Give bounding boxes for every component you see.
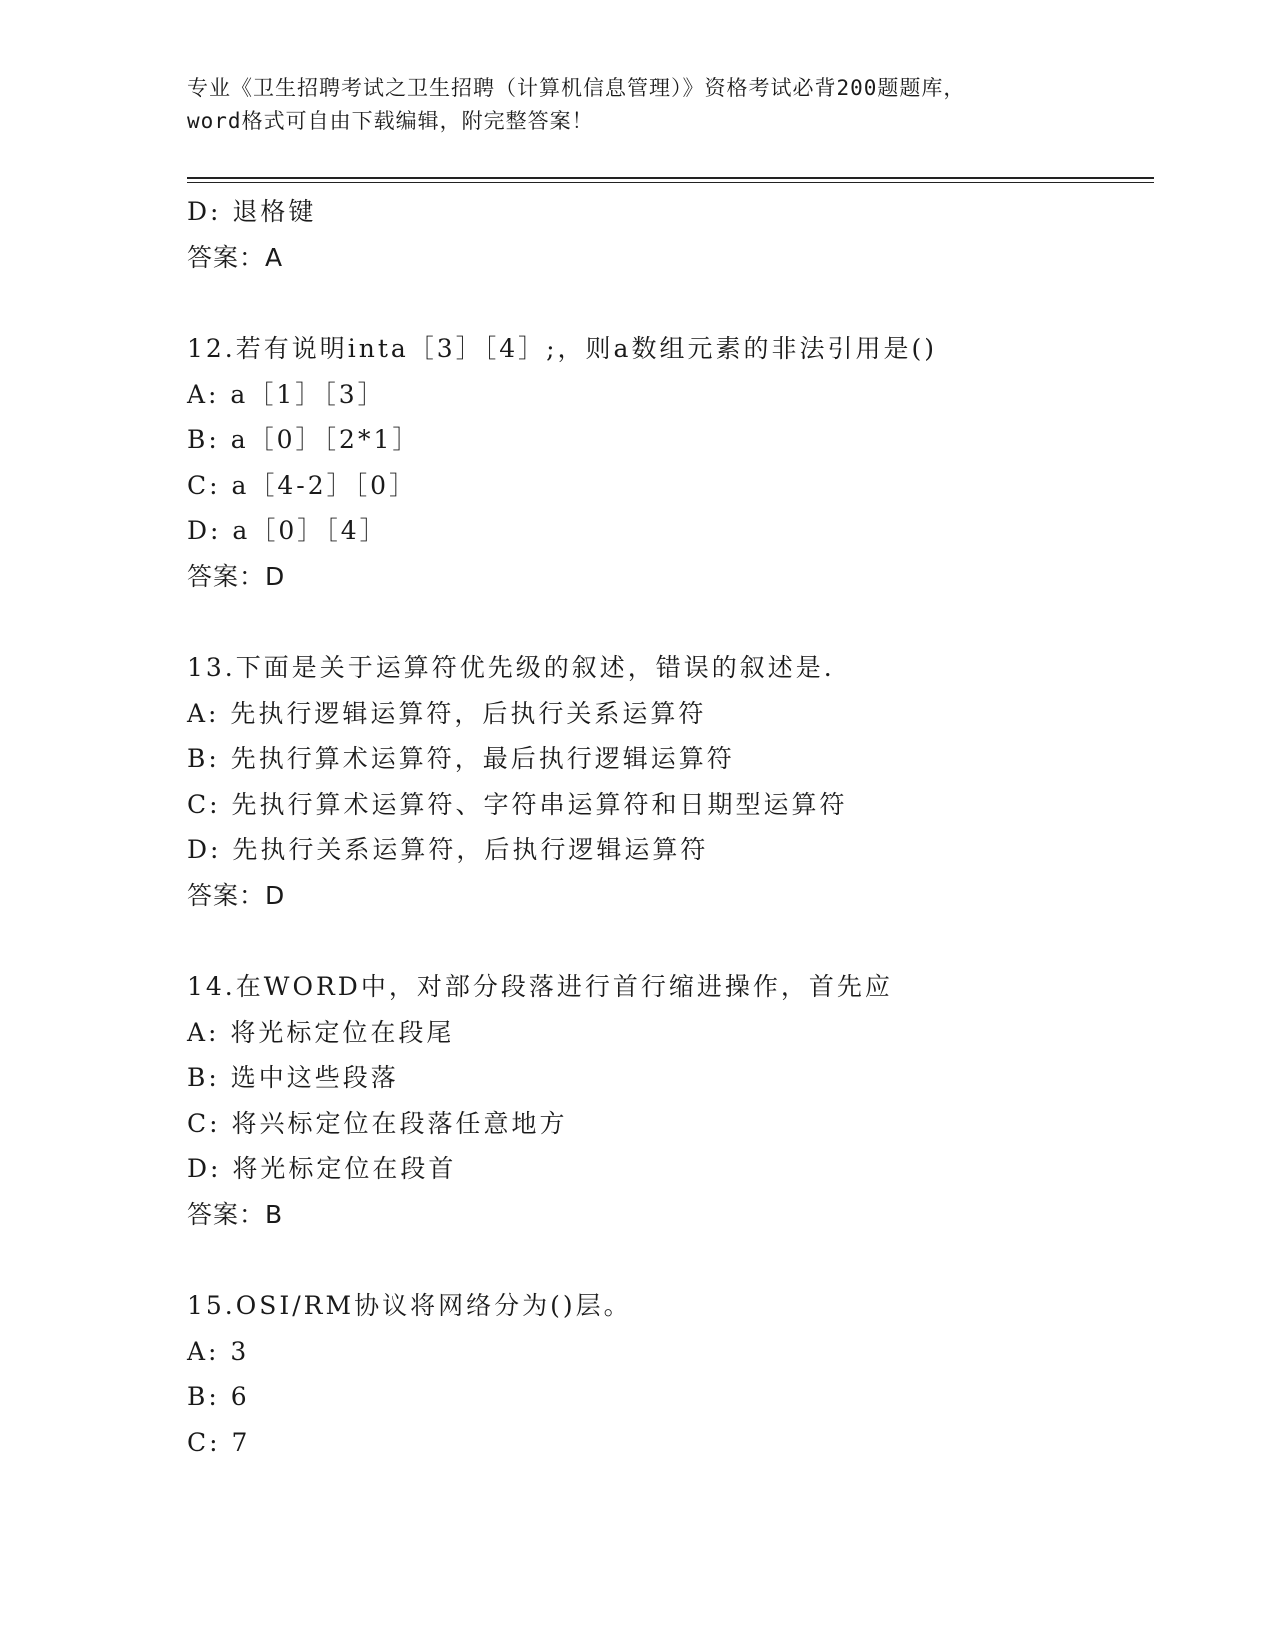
option-d: D: a［0］［4］ xyxy=(187,516,388,545)
option-b: B: 6 xyxy=(187,1382,250,1411)
option-c: C: 先执行算术运算符、字符串运算符和日期型运算符 xyxy=(187,789,848,819)
option-d: D: 先执行关系运算符，后执行逻辑运算符 xyxy=(187,835,709,864)
header-divider-thin xyxy=(187,182,1154,183)
option-d: D: 将光标定位在段首 xyxy=(187,1154,457,1183)
answer-line: 答案：D xyxy=(187,561,286,591)
question-stem: 12.若有说明inta［3］［4］;，则a数组元素的非法引用是() xyxy=(187,334,937,363)
header-title-line-1: 专业《卫生招聘考试之卫生招聘（计算机信息管理）》资格考试必背200题题库， xyxy=(187,76,966,100)
option-a: A: 先执行逻辑运算符，后执行关系运算符 xyxy=(187,698,707,728)
option-b: B: 先执行算术运算符，最后执行逻辑运算符 xyxy=(187,744,735,773)
option-b: B: a［0］［2*1］ xyxy=(187,425,421,454)
spacer xyxy=(187,280,1147,326)
question-stem: 14.在WORD中，对部分段落进行首行缩进操作，首先应 xyxy=(187,972,893,1001)
option-a: A: 将光标定位在段尾 xyxy=(187,1017,455,1047)
option-a: A: a［1］［3］ xyxy=(187,379,386,409)
answer-line: 答案：A xyxy=(187,242,284,272)
option-d: D: 退格键 xyxy=(187,197,317,226)
option-c: C: a［4-2］［0］ xyxy=(187,470,418,500)
page-header xyxy=(187,72,1067,138)
option-c: C: 将兴标定位在段落任意地方 xyxy=(187,1108,568,1138)
question-list xyxy=(187,189,1147,1465)
option-b: B: 选中这些段落 xyxy=(187,1063,399,1092)
spacer xyxy=(187,599,1147,645)
header-divider-thick xyxy=(187,177,1154,179)
spacer xyxy=(187,918,1147,964)
header-title-line-2: word格式可自由下载编辑，附完整答案！ xyxy=(187,109,594,133)
answer-line: 答案：D xyxy=(187,880,286,910)
option-a: A: 3 xyxy=(187,1336,250,1366)
answer-line: 答案：B xyxy=(187,1199,284,1229)
spacer xyxy=(187,1237,1147,1283)
question-stem: 13.下面是关于运算符优先级的叙述，错误的叙述是. xyxy=(187,653,835,682)
option-c: C: 7 xyxy=(187,1427,251,1457)
question-stem: 15.OSI/RM协议将网络分为()层。 xyxy=(187,1291,632,1320)
